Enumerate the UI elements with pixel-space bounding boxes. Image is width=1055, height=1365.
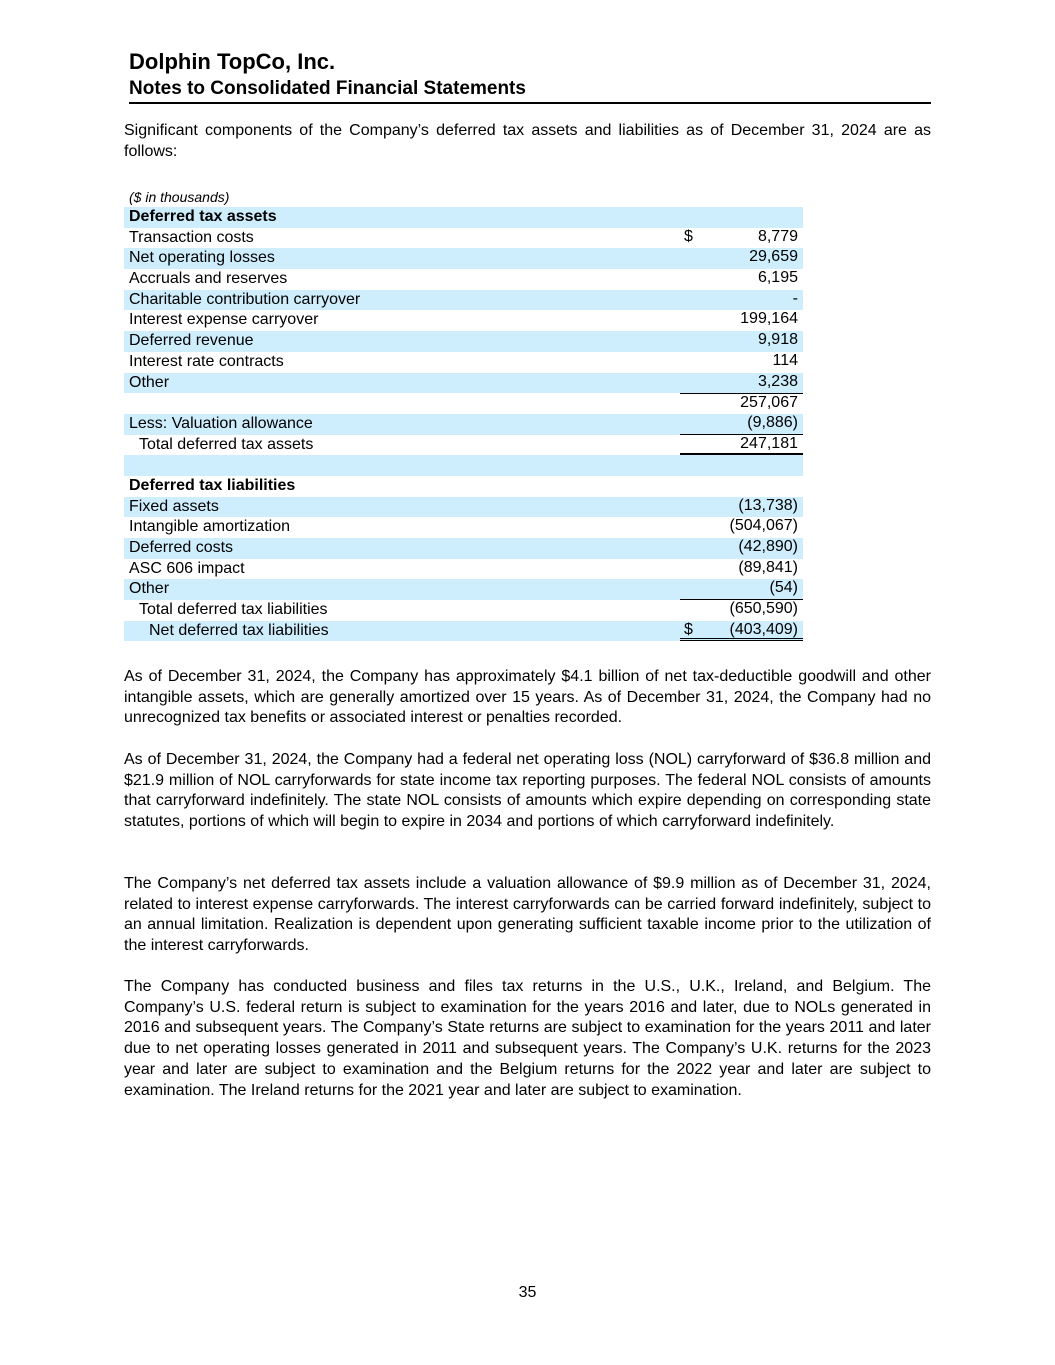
row-value-cell bbox=[680, 207, 803, 228]
row-label: Accruals and reserves bbox=[129, 270, 288, 288]
row-value-cell bbox=[680, 538, 803, 559]
table-row bbox=[124, 414, 803, 435]
row-value-cell bbox=[680, 579, 803, 600]
table-row bbox=[124, 228, 803, 249]
row-label: Fixed assets bbox=[129, 497, 219, 515]
row-value-cell bbox=[680, 373, 803, 394]
table-row bbox=[124, 290, 803, 311]
row-label: Other bbox=[129, 373, 170, 391]
row-value-cell bbox=[680, 331, 803, 352]
page-header bbox=[129, 48, 931, 104]
table-row bbox=[124, 497, 803, 518]
row-value-cell bbox=[680, 517, 803, 538]
row-label: Deferred tax assets bbox=[129, 208, 277, 225]
row-value: (89,841) bbox=[738, 558, 798, 576]
row-value: (13,738) bbox=[738, 496, 798, 514]
table-row bbox=[124, 455, 803, 476]
row-label bbox=[124, 455, 680, 476]
section-title: Notes to Consolidated Financial Statements bbox=[129, 76, 931, 104]
table-row bbox=[124, 352, 803, 373]
row-value: 9,918 bbox=[757, 331, 798, 349]
row-value: 247,181 bbox=[740, 434, 798, 452]
row-value-cell bbox=[680, 414, 803, 435]
row-value-cell bbox=[680, 310, 803, 331]
row-label: Interest expense carryover bbox=[129, 311, 319, 329]
row-value-cell bbox=[680, 290, 803, 311]
row-value: (650,590) bbox=[729, 600, 798, 618]
row-value: 6,195 bbox=[757, 269, 798, 287]
table-row bbox=[124, 207, 803, 228]
row-value-cell bbox=[680, 248, 803, 269]
table-row bbox=[124, 393, 803, 414]
paragraph-valuation: The Company’s net deferred tax assets include a valuation allowance of $9.9 million as of December 31, 2024, related to interest expense carryforwards. The interest carryforwards can be carried forward indefinitely, subject to an annual limitation. Realization is dependent upon generating sufficient taxable income prior to the utilization of the interest carryforwards. bbox=[124, 875, 931, 955]
row-value-cell bbox=[680, 621, 803, 642]
row-value-cell bbox=[680, 435, 803, 456]
row-value-cell bbox=[680, 455, 803, 476]
row-value: (54) bbox=[769, 579, 798, 597]
row-value: (9,886) bbox=[747, 413, 798, 431]
table-row bbox=[124, 559, 803, 580]
row-label: Total deferred tax assets bbox=[139, 435, 314, 453]
table-row bbox=[124, 269, 803, 290]
paragraph-jurisdictions: The Company has conducted business and files tax returns in the U.S., U.K., Ireland, and Belgium. The Company’s U.S. federal return is subject to examination for the years 2016 and later, due to NOLs generated in 2016 and subsequent years. The Company’s State returns are subject to examination for the years 2011 and later due to net operating losses generated in 2011 and subsequent years. The Company’s U.K. returns for the 2023 year and later are subject to examination and the Belgium returns for the 2022 year and later are subject to examination. The Ireland returns for the 2021 year and later are subject to examination. bbox=[124, 978, 931, 1099]
table-unit: ($ in thousands) bbox=[129, 189, 230, 205]
table-row bbox=[124, 476, 803, 497]
row-value: 199,164 bbox=[740, 310, 798, 328]
row-value-cell bbox=[680, 228, 803, 249]
row-label: Net deferred tax liabilities bbox=[149, 621, 329, 639]
currency-symbol: $ bbox=[684, 227, 693, 245]
row-label: Deferred tax liabilities bbox=[129, 476, 296, 494]
row-label: Total deferred tax liabilities bbox=[139, 601, 328, 619]
table-row bbox=[124, 435, 803, 456]
row-value-cell bbox=[680, 559, 803, 580]
table-row bbox=[124, 579, 803, 600]
currency-symbol: $ bbox=[684, 620, 693, 638]
row-label: Less: Valuation allowance bbox=[129, 414, 313, 432]
row-label bbox=[124, 393, 680, 414]
row-label: Transaction costs bbox=[129, 228, 254, 246]
row-value: (42,890) bbox=[738, 538, 798, 555]
company-name: Dolphin TopCo, Inc. bbox=[129, 49, 336, 74]
table-row bbox=[124, 310, 803, 331]
row-label: Deferred revenue bbox=[129, 332, 254, 350]
row-value: 8,779 bbox=[757, 227, 798, 245]
row-value-cell bbox=[680, 269, 803, 290]
row-value-cell bbox=[680, 600, 803, 621]
page-number: 35 bbox=[518, 1284, 537, 1301]
deferred-tax-table bbox=[124, 187, 803, 641]
table-row bbox=[124, 373, 803, 394]
row-label: Deferred costs bbox=[129, 539, 234, 556]
table-row bbox=[124, 600, 803, 621]
row-value-cell bbox=[680, 352, 803, 373]
row-label: Other bbox=[129, 580, 170, 598]
row-value: 3,238 bbox=[757, 372, 798, 390]
row-value: 257,067 bbox=[740, 394, 798, 412]
row-label: Net operating losses bbox=[129, 249, 275, 267]
paragraph-goodwill: As of December 31, 2024, the Company has approximately $4.1 billion of net tax-deductible goodwill and other intangible assets, which are generally amortized over 15 years. As of December 31, 2024, the Company had no unrecognized tax benefits or associated interest or penalties recorded. bbox=[124, 668, 931, 727]
row-value: 29,659 bbox=[749, 248, 798, 266]
row-value: 114 bbox=[772, 351, 798, 369]
table-row bbox=[124, 538, 803, 559]
row-value-cell bbox=[680, 497, 803, 518]
row-value-cell bbox=[680, 393, 803, 414]
intro-paragraph: Significant components of the Company’s deferred tax assets and liabilities as of December 31, 2024 are as follows: bbox=[124, 122, 931, 160]
row-value: - bbox=[792, 289, 798, 307]
row-label: ASC 606 impact bbox=[129, 559, 245, 577]
row-value-cell bbox=[680, 476, 803, 497]
row-label: Interest rate contracts bbox=[129, 352, 284, 370]
table-row bbox=[124, 517, 803, 538]
row-value: (504,067) bbox=[729, 517, 798, 535]
row-value: (403,409) bbox=[729, 620, 798, 638]
table-row bbox=[124, 621, 803, 642]
table-row bbox=[124, 248, 803, 269]
row-label: Intangible amortization bbox=[129, 518, 290, 536]
paragraph-nol: As of December 31, 2024, the Company had a federal net operating loss (NOL) carryforward of $36.8 million and $21.9 million of NOL carryforwards for state income tax reporting purposes. The federal NOL consists of amounts that carryforward indefinitely. The state NOL consists of amounts which expire depending on corresponding state statutes, portions of which will begin to expire in 2034 and portions of which carryforward indefinitely. bbox=[124, 751, 931, 831]
table-row bbox=[124, 331, 803, 352]
row-label: Charitable contribution carryover bbox=[129, 290, 361, 308]
